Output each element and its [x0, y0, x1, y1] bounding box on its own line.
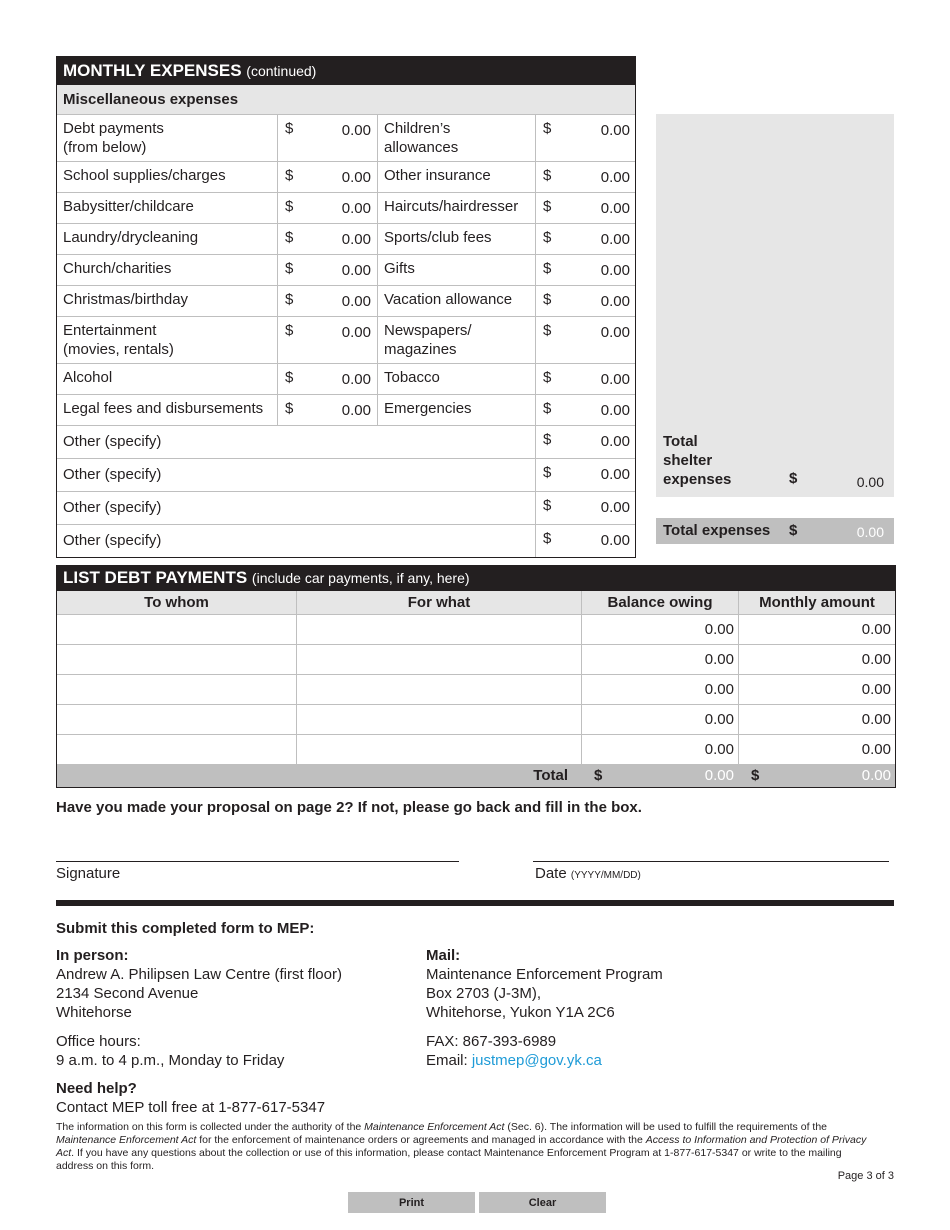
expense-label: Alcohol [57, 364, 278, 394]
monthly-expenses-title: MONTHLY EXPENSES [63, 61, 242, 80]
currency-symbol: $ [543, 229, 552, 246]
notice-act: Access to Information and Protection of Privacy Act [56, 1134, 867, 1159]
total-expenses-value[interactable]: 0.00 [856, 524, 884, 540]
mail-line: Box 2703 (J-3M), [426, 985, 542, 1002]
currency-symbol: $ [543, 167, 552, 184]
column-for-what: For what [297, 591, 582, 614]
expense-amount-field[interactable] [536, 162, 636, 192]
debt-row [57, 705, 895, 735]
expense-row [57, 193, 635, 224]
balance-owing-field[interactable] [582, 675, 739, 704]
expense-amount-field[interactable] [536, 255, 636, 285]
expense-label: Tobacco [378, 364, 536, 394]
spacer [56, 1022, 416, 1032]
expense-amount: 0.00 [341, 231, 371, 248]
monthly-amount-field[interactable] [739, 675, 895, 704]
email-label: Email: [426, 1052, 472, 1069]
total-label: Total [533, 767, 568, 784]
monthly-expenses-title-suffix: (continued) [246, 63, 317, 79]
notice-text: for the enforcement of maintenance orders or agreements and managed in accordance with the [196, 1134, 646, 1146]
column-balance-owing: Balance owing [582, 591, 739, 614]
expense-label: Entertainment (movies, rentals) [57, 317, 278, 363]
expense-row [57, 395, 635, 426]
shelter-expenses-panel [656, 114, 894, 497]
monthly-expenses-header [57, 56, 635, 85]
currency-symbol: $ [285, 229, 294, 246]
expense-amount-field[interactable] [536, 286, 636, 316]
expense-label: Gifts [378, 255, 536, 285]
spacer [426, 1022, 826, 1032]
expense-row [57, 364, 635, 395]
for-what-field[interactable] [297, 645, 582, 674]
currency-symbol: $ [543, 198, 552, 215]
to-whom-field[interactable] [57, 675, 297, 704]
total-balance-value[interactable]: 0.00 [704, 767, 734, 784]
debt-payments-table [56, 565, 896, 788]
expense-amount: 0.00 [600, 231, 630, 248]
expense-label: Other insurance [378, 162, 536, 192]
currency-symbol: $ [285, 291, 294, 308]
currency-symbol: $ [789, 470, 798, 487]
for-what-field[interactable] [297, 735, 582, 764]
total-expenses-label: Total expenses [663, 522, 771, 539]
currency-symbol: $ [543, 530, 552, 547]
expense-label: Newspapers/ magazines [378, 317, 536, 363]
in-person-block [56, 946, 416, 1070]
debt-row [57, 735, 895, 765]
monthly-amount-value: 0.00 [861, 651, 891, 668]
for-what-field[interactable] [297, 675, 582, 704]
office-hours-line: 9 a.m. to 4 p.m., Monday to Friday [56, 1052, 285, 1069]
date-format: (YYYY/MM/DD) [570, 870, 641, 881]
expense-amount-field[interactable] [536, 364, 636, 394]
balance-owing-field[interactable] [582, 735, 739, 764]
balance-owing-value: 0.00 [704, 711, 734, 728]
currency-symbol: $ [594, 767, 603, 784]
expense-amount-field[interactable] [278, 317, 378, 363]
currency-symbol: $ [285, 400, 294, 417]
expense-amount: 0.00 [600, 262, 630, 279]
currency-symbol: $ [285, 369, 294, 386]
expense-amount-field[interactable] [278, 193, 378, 223]
expense-amount: 0.00 [341, 169, 371, 186]
currency-symbol: $ [543, 260, 552, 277]
expense-row [57, 224, 635, 255]
other-specify-field[interactable]: Other (specify) [57, 426, 536, 458]
expense-amount-field[interactable] [536, 395, 636, 425]
notice-text: (Sec. 6). The information will be used to fulfill the requirements of the [504, 1121, 827, 1133]
print-button[interactable]: Print [348, 1192, 475, 1213]
monthly-amount-value: 0.00 [861, 711, 891, 728]
expense-label: Vacation allowance [378, 286, 536, 316]
notice-act: Maintenance Enforcement Act [56, 1134, 197, 1146]
mail-line: Maintenance Enforcement Program [426, 966, 663, 983]
expense-amount: 0.00 [600, 169, 630, 186]
expense-amount: 0.00 [341, 324, 371, 341]
currency-symbol: $ [285, 322, 294, 339]
debt-row [57, 615, 895, 645]
to-whom-field[interactable] [57, 615, 297, 644]
total-label-cell [297, 765, 582, 787]
expense-label: Laundry/drycleaning [57, 224, 278, 254]
expense-amount-field[interactable] [536, 317, 636, 363]
expense-amount-field[interactable] [536, 224, 636, 254]
expense-label: Church/charities [57, 255, 278, 285]
in-person-heading: In person: [56, 947, 129, 964]
expense-amount-field[interactable] [278, 162, 378, 192]
monthly-amount-value: 0.00 [861, 741, 891, 758]
expense-amount: 0.00 [600, 532, 630, 549]
expense-amount-field[interactable] [536, 525, 636, 557]
currency-symbol: $ [285, 260, 294, 277]
currency-symbol: $ [543, 291, 552, 308]
expense-amount: 0.00 [600, 499, 630, 516]
mail-heading: Mail: [426, 947, 461, 964]
expense-amount-field[interactable] [278, 395, 378, 425]
expense-label: School supplies/charges [57, 162, 278, 192]
expense-amount: 0.00 [341, 122, 371, 139]
expense-amount-field[interactable] [536, 193, 636, 223]
currency-symbol: $ [751, 767, 760, 784]
expense-amount: 0.00 [341, 262, 371, 279]
debt-row [57, 675, 895, 705]
fax-line: FAX: 867-393-6989 [426, 1033, 557, 1050]
monthly-amount-field[interactable] [739, 645, 895, 674]
clear-button[interactable]: Clear [479, 1192, 606, 1213]
currency-symbol: $ [543, 400, 552, 417]
notice-text: . If you have any questions about the collection or use of this information, please contact Maintenance Enforcement Program at 1-877-617-5347 or write to the mailing address on this form. [56, 1147, 842, 1172]
to-whom-field[interactable] [57, 705, 297, 734]
submit-heading: Submit this completed form to MEP: [56, 920, 315, 937]
notice-text: The information on this form is collected under the authority of the [56, 1121, 365, 1133]
help-text: Contact MEP toll free at 1-877-617-5347 [56, 1099, 326, 1116]
total-shelter-label: Total shelter expenses [663, 433, 732, 488]
to-whom-field[interactable] [57, 645, 297, 674]
currency-symbol: $ [789, 522, 798, 539]
mail-block [426, 946, 826, 1070]
privacy-notice [56, 1121, 876, 1173]
expense-amount: 0.00 [600, 122, 630, 139]
column-monthly-amount: Monthly amount [759, 594, 875, 611]
in-person-line: Andrew A. Philipsen Law Centre (first floor) [56, 966, 342, 983]
miscellaneous-expenses-heading: Miscellaneous expenses [57, 85, 635, 115]
section-divider [56, 900, 894, 906]
help-block [56, 1079, 325, 1117]
expense-amount-field[interactable] [536, 426, 636, 458]
expense-amount: 0.00 [600, 371, 630, 388]
to-whom-field[interactable] [57, 735, 297, 764]
expense-amount-field[interactable] [536, 459, 636, 491]
email-link[interactable]: justmep@gov.yk.ca [471, 1052, 602, 1069]
balance-owing-value: 0.00 [704, 651, 734, 668]
in-person-line: 2134 Second Avenue [56, 985, 199, 1002]
other-expense-row [57, 459, 635, 492]
debt-payments-title: LIST DEBT PAYMENTS [63, 568, 248, 587]
balance-owing-value: 0.00 [704, 681, 734, 698]
debt-total-row [57, 765, 895, 787]
other-expense-row [57, 426, 635, 459]
monthly-amount-field[interactable] [739, 705, 895, 734]
expense-amount-field[interactable] [536, 115, 636, 161]
other-expense-row [57, 525, 635, 557]
monthly-amount-value: 0.00 [861, 681, 891, 698]
for-what-field[interactable] [297, 615, 582, 644]
expense-row [57, 317, 635, 364]
currency-symbol: $ [543, 369, 552, 386]
for-what-field[interactable] [297, 705, 582, 734]
currency-symbol: $ [285, 198, 294, 215]
email-line [426, 1051, 826, 1070]
debt-payments-header [57, 565, 895, 591]
currency-symbol: $ [543, 464, 552, 481]
expense-label: Haircuts/hairdresser [378, 193, 536, 223]
expense-amount: 0.00 [600, 324, 630, 341]
total-monthly-cell [739, 765, 895, 787]
debt-column-headers [57, 591, 895, 615]
expense-label: Sports/club fees [378, 224, 536, 254]
currency-symbol: $ [543, 431, 552, 448]
balance-owing-field[interactable] [582, 645, 739, 674]
expense-label: Babysitter/childcare [57, 193, 278, 223]
expense-amount: 0.00 [600, 433, 630, 450]
help-heading: Need help? [56, 1080, 137, 1097]
currency-symbol: $ [543, 497, 552, 514]
balance-owing-value: 0.00 [704, 741, 734, 758]
currency-symbol: $ [543, 322, 552, 339]
total-balance-cell [582, 765, 739, 787]
other-specify-field[interactable]: Other (specify) [57, 492, 536, 524]
monthly-amount-field[interactable] [739, 735, 895, 764]
other-specify-field[interactable]: Other (specify) [57, 459, 536, 491]
total-expenses-box [656, 518, 894, 544]
proposal-question: Have you made your proposal on page 2? If not, please go back and fill in the box. [56, 799, 642, 816]
balance-owing-field[interactable] [582, 705, 739, 734]
date-label: Date [535, 865, 567, 882]
debt-payments-title-suffix: (include car payments, if any, here) [251, 570, 470, 586]
signature-line[interactable] [56, 861, 459, 862]
date-label-wrap [535, 865, 641, 882]
debt-rows [57, 615, 895, 765]
expense-amount-field[interactable] [278, 286, 378, 316]
expense-amount-field[interactable] [536, 492, 636, 524]
balance-owing-value: 0.00 [704, 621, 734, 638]
expense-amount: 0.00 [600, 293, 630, 310]
expense-row [57, 255, 635, 286]
expense-amount-field[interactable] [278, 115, 378, 161]
total-shelter-value[interactable]: 0.00 [856, 474, 884, 490]
expense-amount: 0.00 [600, 402, 630, 419]
total-monthly-value[interactable]: 0.00 [861, 767, 891, 784]
expense-amount-field[interactable] [278, 255, 378, 285]
expense-row [57, 286, 635, 317]
monthly-amount-value: 0.00 [861, 621, 891, 638]
expense-amount: 0.00 [341, 371, 371, 388]
notice-act: Maintenance Enforcement Act [364, 1121, 505, 1133]
expense-amount: 0.00 [341, 402, 371, 419]
expense-amount: 0.00 [341, 200, 371, 217]
expense-amount-field[interactable] [278, 224, 378, 254]
mail-line: Whitehorse, Yukon Y1A 2C6 [426, 1004, 615, 1021]
monthly-expenses-table [56, 56, 636, 558]
balance-owing-field[interactable] [582, 615, 739, 644]
page-number: Page 3 of 3 [837, 1170, 894, 1182]
debt-row [57, 645, 895, 675]
expense-amount-field[interactable] [278, 364, 378, 394]
expense-amount: 0.00 [600, 200, 630, 217]
office-hours-line: Office hours: [56, 1033, 141, 1050]
other-expense-row [57, 492, 635, 525]
in-person-line: Whitehorse [56, 1004, 132, 1021]
expense-label: Christmas/birthday [57, 286, 278, 316]
expense-label: Legal fees and disbursements [57, 395, 278, 425]
column-to-whom: To whom [57, 591, 297, 614]
currency-symbol: $ [543, 120, 552, 137]
monthly-amount-field[interactable] [739, 615, 895, 644]
expense-label: Children’s allowances [378, 115, 536, 161]
total-spacer [57, 765, 297, 787]
other-specify-field[interactable]: Other (specify) [57, 525, 536, 557]
expense-amount: 0.00 [341, 293, 371, 310]
date-line[interactable] [533, 861, 889, 862]
currency-symbol: $ [285, 120, 294, 137]
signature-label: Signature [56, 865, 121, 882]
expense-label: Emergencies [378, 395, 536, 425]
currency-symbol: $ [285, 167, 294, 184]
expense-label: Debt payments (from below) [57, 115, 278, 161]
expense-amount: 0.00 [600, 466, 630, 483]
expense-row [57, 162, 635, 193]
expense-rows [57, 115, 635, 557]
expense-row [57, 115, 635, 162]
